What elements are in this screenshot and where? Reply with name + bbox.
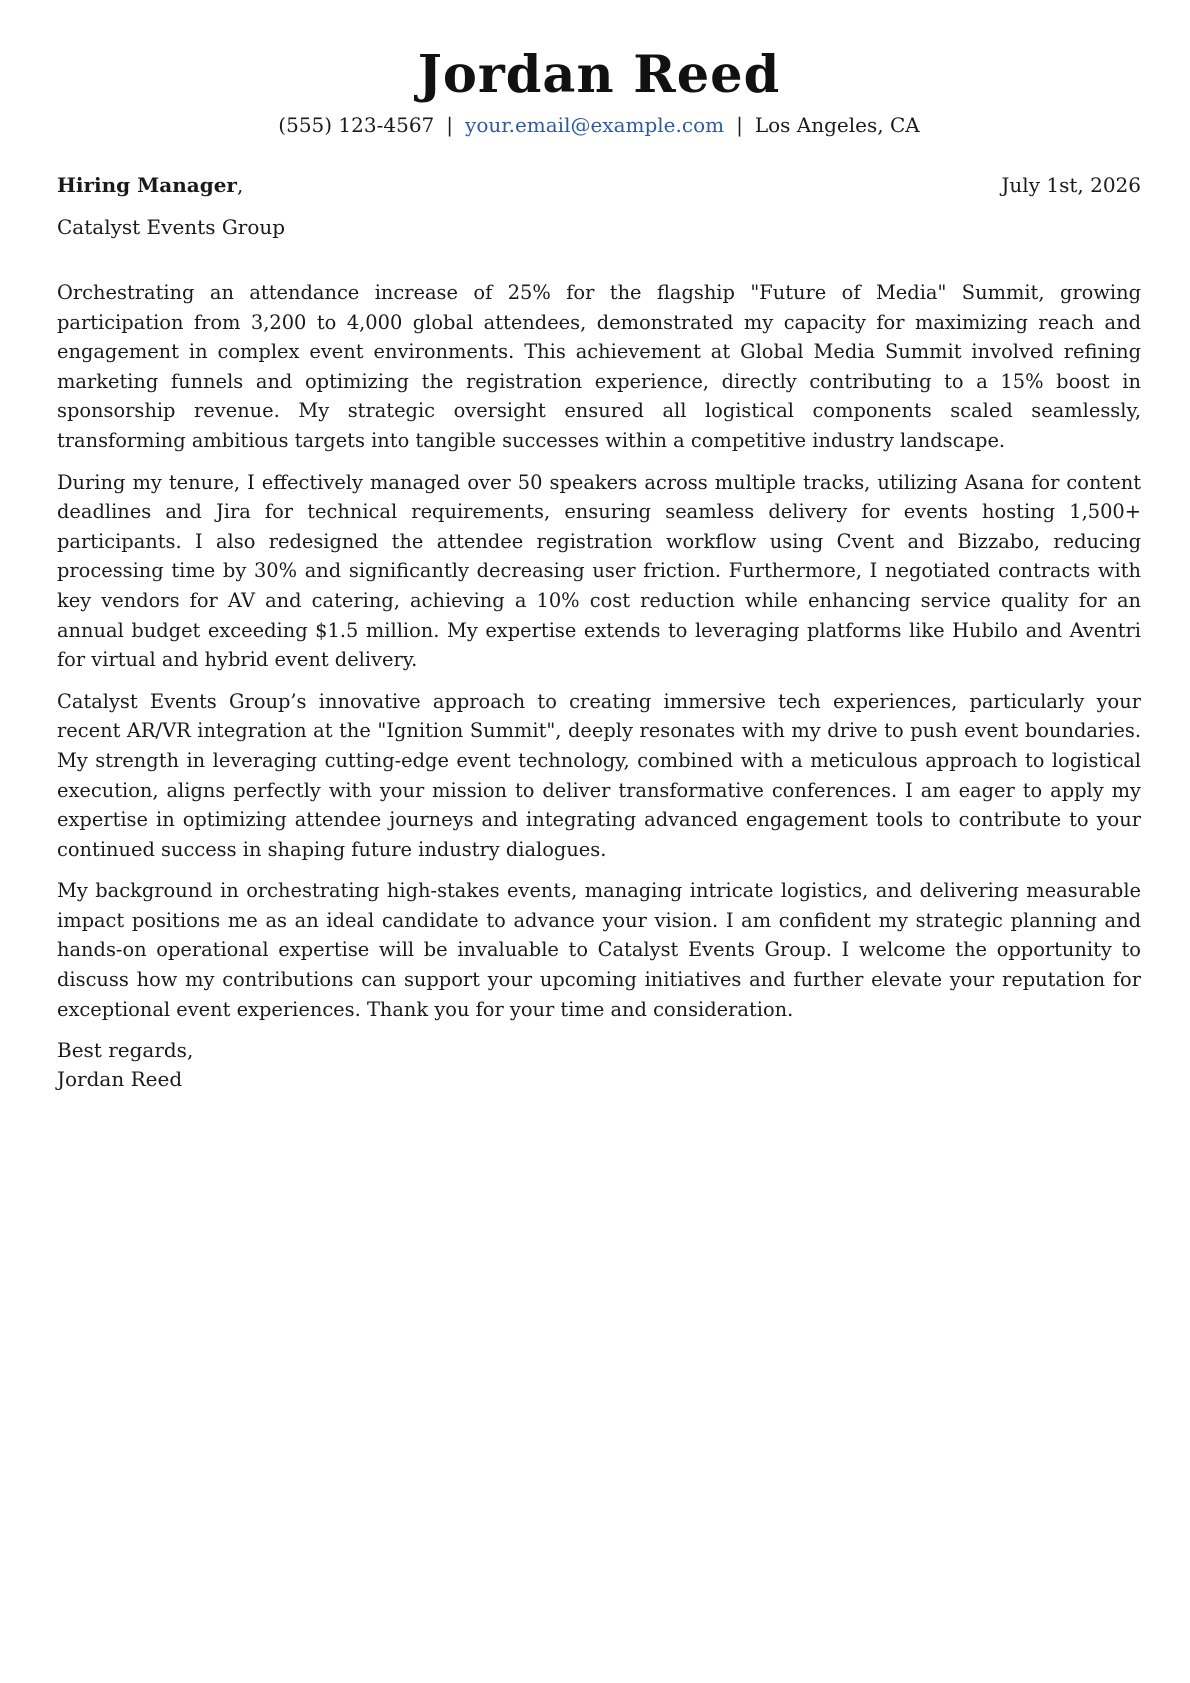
closing-block [57, 1036, 1141, 1094]
body-paragraph: Catalyst Events Group’s innovative approach to creating immersive tech experiences, particularly your recent AR/VR integration at the "Ignition Summit", deeply resonates with my drive to push event boundaries. My strength in leveraging cutting-edge event technology, combined with a meticulous approach to logistical execution, aligns perfectly with your mission to deliver transformative conferences. I am eager to apply my expertise in optimizing attendee journeys and integrating advanced engagement tools to contribute to your continued success in shaping future industry dialogues. [57, 689, 1141, 861]
recipient-role: Hiring Manager [57, 173, 237, 197]
email-link[interactable]: your.email@example.com [465, 113, 725, 137]
closing-salutation: Best regards, [57, 1038, 194, 1063]
applicant-name: Jordan Reed [417, 45, 781, 105]
contact-separator: | [446, 113, 454, 137]
contact-line [57, 110, 1141, 140]
cover-letter-page [57, 0, 1141, 1094]
recipient-company: Catalyst Events Group [57, 215, 286, 239]
letter-body [57, 278, 1141, 1024]
addressee-block [57, 170, 1141, 248]
recipient-role-suffix: , [236, 173, 244, 197]
location: Los Angeles, CA [754, 113, 920, 137]
body-paragraph: My background in orchestrating high-stakes events, managing intricate logistics, and delivering measurable impact positions me as an ideal candidate to advance your vision. I am confident my strategic planning and hands-on operational expertise will be invaluable to Catalyst Events Group. I welcome the opportunity to discuss how my contributions can support your upcoming initiatives and further elevate your reputation for exceptional event experiences. Thank you for your time and consideration. [57, 879, 1141, 1021]
body-paragraph: Orchestrating an attendance increase of 25% for the flagship "Future of Media" Summit, growing participation from 3,200 to 4,000 global attendees, demonstrated my capacity for maximizing reach and engagement in complex event environments. This achievement at Global Media Summit involved refining marketing funnels and optimizing the registration experience, directly contributing to a 15% boost in sponsorship revenue. My strategic oversight ensured all logistical components scaled seamlessly, transforming ambitious targets into tangible successes within a competitive industry landscape. [57, 281, 1141, 452]
contact-separator: | [736, 113, 743, 137]
letter-date: July 1st, 2026 [1001, 173, 1141, 197]
phone-number: (555) 123-4567 [278, 113, 435, 137]
recipient-line [57, 170, 243, 200]
letter-header [57, 0, 1141, 140]
signature-name: Jordan Reed [57, 1067, 183, 1092]
body-paragraph: During my tenure, I effectively managed over 50 speakers across multiple tracks, utilizing Asana for content deadlines and Jira for technical requirements, ensuring seamless delivery for events hosting 1,500+ participants. I also redesigned the attendee registration workflow using Cvent and Bizzabo, reducing processing time by 30% and significantly decreasing user friction. Furthermore, I negotiated contracts with key vendors for AV and catering, achieving a 10% cost reduction while enhancing service quality for an annual budget exceeding $1.5 million. My expertise extends to leveraging platforms like Hubilo and Aventri for virtual and hybrid event delivery. [57, 470, 1141, 672]
